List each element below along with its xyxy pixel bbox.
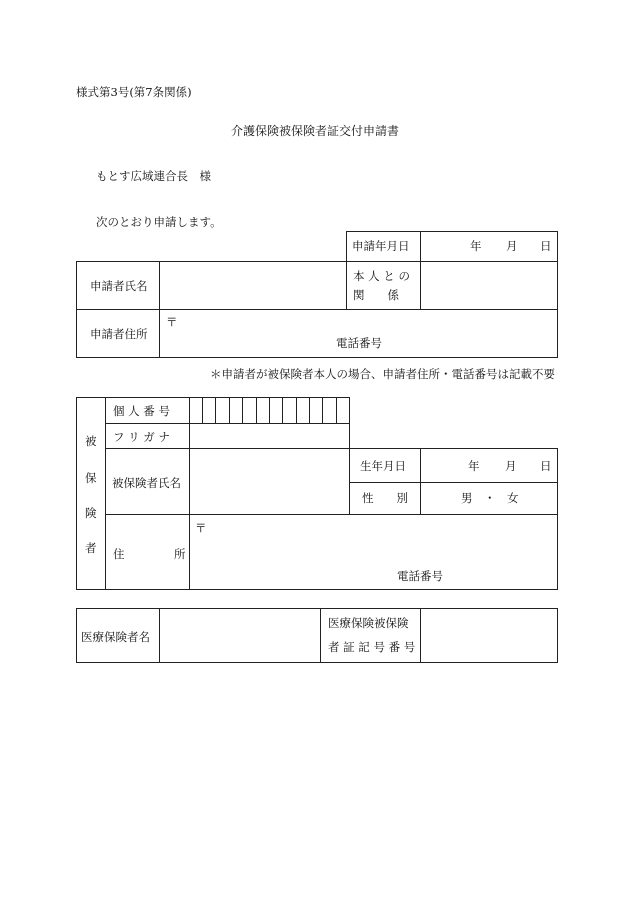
application-date-day: 日 [540, 239, 552, 253]
insured-phone-label: 電話番号 [397, 569, 443, 583]
insured-side-char-1: 被 [85, 434, 97, 448]
personal-number-field[interactable] [190, 398, 348, 422]
application-date-field[interactable] [421, 232, 556, 260]
insured-side-char-3: 険 [85, 506, 97, 520]
cert-number-field[interactable] [421, 609, 556, 662]
cert-number-label-line2: 者 証 記 号 番 号 [328, 640, 416, 654]
insured-side-char-4: 者 [85, 541, 97, 555]
applicant-name-label: 申請者氏名 [90, 279, 148, 293]
applicant-address-field[interactable] [160, 310, 556, 357]
birth-date-year: 年 [468, 459, 480, 473]
medical-insurer-label: 医療保険者名 [81, 630, 150, 644]
insured-address-field[interactable] [190, 515, 556, 589]
relation-label-line1: 本 人 と の [353, 269, 410, 283]
form-title: 介護保険被保険者証交付申請書 [230, 124, 399, 138]
birth-date-month: 月 [505, 459, 517, 473]
furigana-label: フ リ ガ ナ [113, 430, 170, 444]
application-date-month: 月 [506, 239, 518, 253]
birth-date-field[interactable] [421, 449, 556, 481]
sex-label: 性 別 [362, 491, 408, 505]
personal-number-label: 個 人 番 号 [113, 404, 170, 418]
applicant-postal-mark: 〒 [166, 315, 178, 329]
applicant-phone-label: 電話番号 [336, 336, 382, 350]
furigana-field[interactable] [190, 424, 348, 448]
form-number: 様式第3号(第7条関係) [76, 85, 192, 99]
intro-text: 次のとおり申請します。 [96, 215, 222, 229]
medical-insurer-field[interactable] [160, 609, 320, 662]
insured-side-char-2: 保 [85, 471, 97, 485]
relation-field[interactable] [421, 262, 556, 309]
insured-address-label-2: 所 [174, 547, 186, 561]
note-text: ＊申請者が被保険者本人の場合、申請者住所・電話番号は記載不要 [210, 367, 555, 381]
relation-label-line2: 関 係 [353, 288, 399, 302]
application-date-label: 申請年月日 [352, 239, 410, 253]
sex-options[interactable]: 男 ・ 女 [461, 491, 519, 505]
cert-number-label-line1: 医療保険被保険 [328, 616, 409, 630]
insured-name-field[interactable] [190, 449, 348, 514]
applicant-name-field[interactable] [160, 262, 346, 309]
application-date-year: 年 [470, 239, 482, 253]
addressee: もとす広域連合長 様 [96, 169, 211, 183]
birth-date-day: 日 [540, 459, 552, 473]
insured-address-label-1: 住 [113, 547, 125, 561]
insured-postal-mark: 〒 [195, 521, 207, 535]
applicant-address-label: 申請者住所 [90, 327, 148, 341]
insured-name-label: 被保険者氏名 [112, 476, 181, 490]
birth-date-label: 生年月日 [360, 459, 406, 473]
